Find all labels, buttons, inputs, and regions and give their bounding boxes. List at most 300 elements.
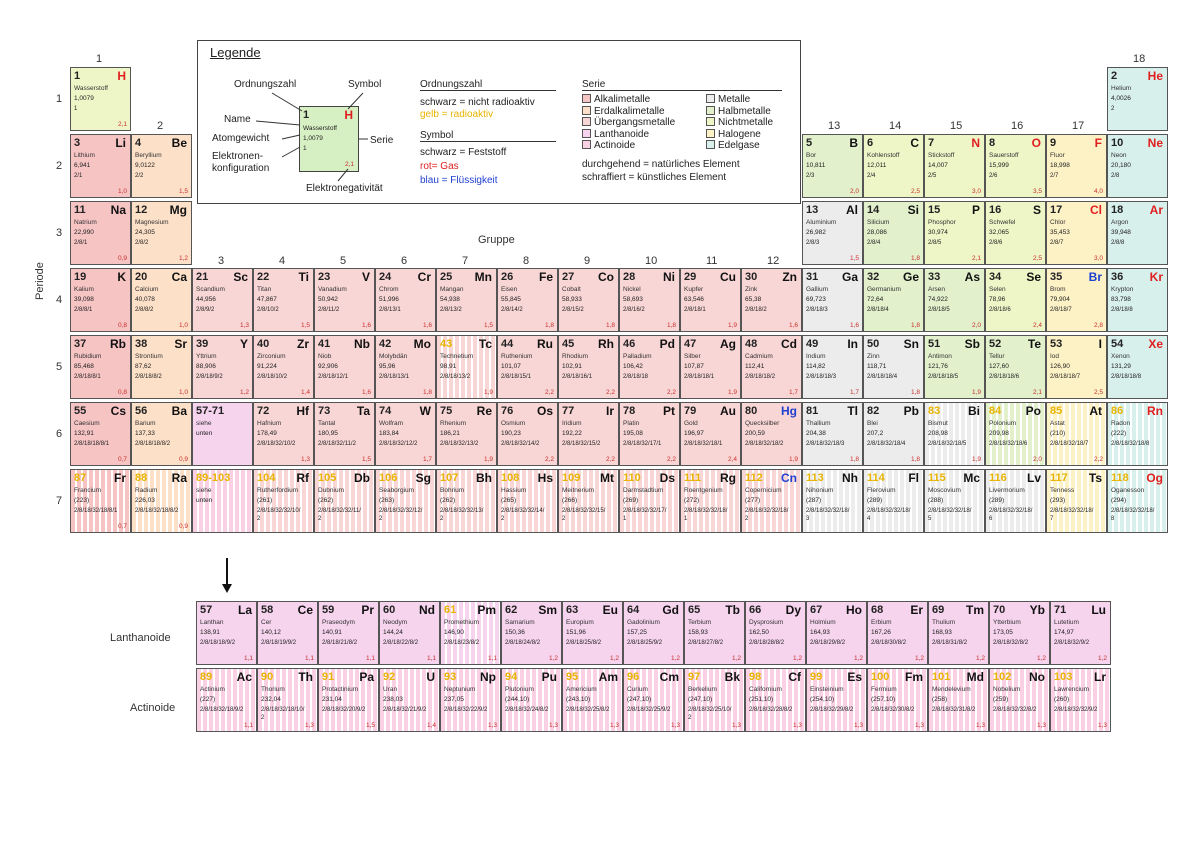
element-th (257, 668, 318, 732)
legend-oz-title: Ordnungszahl (420, 79, 556, 91)
atomic-mass: 192,22 (562, 430, 582, 437)
legend-swatch (706, 117, 715, 126)
atomic-number: 2 (1111, 70, 1118, 82)
electronegativity: 1,9 (788, 456, 798, 463)
legend-serie-list-2 (706, 94, 773, 152)
element-au (680, 402, 741, 466)
atomic-mass: 32,065 (989, 229, 1009, 236)
atomic-number: 36 (1111, 271, 1124, 283)
element-p (924, 201, 985, 265)
atomic-mass: (247,10) (627, 696, 652, 703)
group-label-10: 10 (645, 255, 658, 267)
element-symbol: Pr (361, 603, 374, 617)
element-pu (501, 668, 562, 732)
legend-swatch (706, 94, 715, 103)
atomic-mass: (244,10) (505, 696, 530, 703)
electron-config: 2/8/18/32/21/9/2 (383, 707, 427, 713)
electronegativity: 1,0 (117, 188, 127, 195)
atomic-number: 52 (989, 338, 1002, 350)
legend-serie-text: Erdalkalimetalle (594, 105, 665, 117)
atomic-number: 57-71 (196, 405, 225, 417)
element-symbol: Es (847, 670, 862, 684)
legend-swatch (582, 129, 591, 138)
element-symbol: Ir (605, 404, 614, 418)
atomic-mass: 168,93 (932, 629, 952, 636)
period-label-3: 3 (56, 227, 63, 239)
atomic-number: 4 (135, 137, 142, 149)
element-s (985, 201, 1046, 265)
element-symbol: Zr (297, 337, 309, 351)
electron-config: 2/8/18/23/8/2 (444, 640, 480, 646)
element-name: Uran (383, 686, 398, 693)
legend-sample-config: 1 (303, 145, 307, 152)
element-symbol: Fe (538, 270, 553, 284)
electron-config: 2/8/18/13/1 (379, 374, 410, 380)
atomic-number: 26 (501, 271, 514, 283)
legend-serie-text: Metalle (718, 94, 751, 105)
element-name: Mendelevium (932, 686, 971, 693)
atomic-number: 31 (806, 271, 819, 283)
element-fe (497, 268, 558, 332)
element-mc (924, 469, 985, 533)
element-symbol: Ds (659, 471, 675, 485)
period-label-5: 5 (56, 361, 63, 373)
electron-config: 2/8/18/32/10/2 (257, 441, 296, 447)
electron-config: 2/8/18/32/18/9/2 (200, 707, 244, 713)
element-name: Nobelium (993, 686, 1021, 693)
electronegativity: 1,3 (1036, 722, 1046, 729)
electron-config: 2/8/18/32/9/2 (1054, 640, 1090, 646)
atomic-number: 29 (684, 271, 697, 283)
legend-serie-text: Edelgase (718, 140, 760, 151)
atomic-number: 111 (684, 472, 702, 484)
legend-serie-item (582, 117, 675, 129)
element-name: Rubidium (74, 353, 102, 360)
atomic-mass: 132,91 (74, 430, 94, 437)
atomic-number: 65 (688, 604, 701, 616)
element-name: Cadmium (745, 353, 773, 360)
element-np (440, 668, 501, 732)
element-er (867, 601, 928, 665)
atomic-number: 21 (196, 271, 209, 283)
atomic-mass: (257,10) (871, 696, 896, 703)
electronegativity: 2,2 (605, 389, 615, 396)
electronegativity: 1,6 (361, 322, 371, 329)
electronegativity: 2,2 (666, 389, 676, 396)
legend-sample-en: 2,1 (344, 161, 354, 168)
down-arrow-icon (218, 556, 238, 596)
period-label-4: 4 (56, 294, 63, 306)
element-name: Indium (806, 353, 826, 360)
element-symbol: Ts (1088, 471, 1102, 485)
legend-serie-text: Lanthanoide (594, 128, 650, 140)
element-symbol: V (361, 270, 370, 284)
electron-config: 2/8/18/9/2 (196, 374, 223, 380)
element-symbol: Rh (598, 337, 614, 351)
electron-config: 2/8/18/10/2 (257, 374, 288, 380)
group-label-8: 8 (523, 255, 530, 267)
atomic-number: 3 (74, 137, 81, 149)
electron-config: 2/8/18/32/32/8/2 (993, 707, 1037, 713)
electron-config: 2/8/18/32/12/2 (379, 441, 418, 447)
atomic-mass: 121,76 (928, 363, 948, 370)
electron-config: 2/8/18/24/8/2 (505, 640, 541, 646)
electronegativity: 0,8 (117, 389, 127, 396)
electronegativity: 2,5 (1093, 389, 1103, 396)
element-cr (375, 268, 436, 332)
atomic-number: 77 (562, 405, 575, 417)
electronegativity: 1,2 (792, 655, 802, 662)
atomic-mass: 174,97 (1054, 629, 1074, 636)
electron-config: 2/8/18/32/18/8 (1111, 441, 1150, 447)
atomic-mass: 47,867 (257, 296, 277, 303)
atomic-mass: (254,10) (810, 696, 835, 703)
element-name: Eisen (501, 286, 518, 293)
electron-config: 2/8/18/25/9/2 (627, 640, 663, 646)
atomic-number: 62 (505, 604, 518, 616)
element-name: Kalium (74, 286, 94, 293)
atomic-mass: 237,05 (444, 696, 464, 703)
atomic-mass: 106,42 (623, 363, 643, 370)
atomic-number: 100 (871, 671, 890, 683)
legend-sym-solid: schwarz = Feststoff (420, 147, 507, 158)
element-symbol: Rb (110, 337, 126, 351)
element-n (924, 134, 985, 198)
electron-config: 2/8/18/18/8 (1111, 374, 1142, 380)
element-symbol: Er (910, 603, 923, 617)
element-name: siehe (196, 420, 212, 427)
element-symbol: Ta (356, 404, 370, 418)
element-symbol: Lv (1026, 471, 1041, 485)
element-name: Vanadium (318, 286, 347, 293)
element-symbol: Cn (781, 471, 797, 485)
electronegativity: 1,3 (487, 722, 497, 729)
atomic-number: 96 (627, 671, 640, 683)
electronegativity: 1,4 (426, 722, 436, 729)
atomic-number: 72 (257, 405, 270, 417)
atomic-number: 68 (871, 604, 884, 616)
atomic-number: 97 (688, 671, 701, 683)
atomic-number: 91 (322, 671, 335, 683)
element-symbol: Nh (842, 471, 858, 485)
element-nd (379, 601, 440, 665)
element-i (1046, 335, 1107, 399)
electron-config: 2/8/18/32/32/14/2 (501, 508, 545, 522)
atomic-mass: 39,098 (74, 296, 94, 303)
element-name: Xenon (1111, 353, 1130, 360)
element-name: Actinium (200, 686, 225, 693)
electronegativity: 1,8 (666, 322, 676, 329)
element-name: Bohrium (440, 487, 465, 494)
atomic-number: 90 (261, 671, 274, 683)
group-label-17: 17 (1072, 120, 1085, 132)
element-name: Chrom (379, 286, 399, 293)
electronegativity: 1,9 (483, 389, 493, 396)
element-symbol: Mo (413, 337, 431, 351)
atomic-number: 47 (684, 338, 697, 350)
legend-serie-text: Halbmetalle (718, 105, 771, 117)
period-label-7: 7 (56, 495, 63, 507)
electronegativity: 1,8 (544, 322, 554, 329)
element-symbol: Ag (720, 337, 736, 351)
atomic-number: 88 (135, 472, 148, 484)
electronegativity: 1,9 (483, 456, 493, 463)
atomic-number: 101 (932, 671, 951, 683)
electronegativity: 1,3 (975, 722, 985, 729)
electronegativity: 2,1 (971, 255, 981, 262)
atomic-mass: 186,21 (440, 430, 460, 437)
electronegativity: 1,8 (849, 456, 859, 463)
element-sc (192, 268, 253, 332)
element-zr (253, 335, 314, 399)
element-rn (1107, 402, 1168, 466)
group-label-11: 11 (706, 255, 718, 267)
atomic-mass: (223) (74, 497, 90, 504)
legend-connector-lines (198, 41, 418, 201)
electronegativity: 2,2 (544, 389, 554, 396)
electron-config: 2/8/18/5 (928, 307, 950, 313)
legend-serie-item (582, 94, 675, 106)
atomic-number: 107 (440, 472, 459, 484)
electron-config: 2/8/18/32/32/18/2 (745, 508, 789, 522)
element-ts (1046, 469, 1107, 533)
atomic-mass: 1,0079 (74, 95, 94, 102)
electron-config: 2/8/18/32/31/8/2 (932, 707, 976, 713)
atomic-number: 40 (257, 338, 270, 350)
electron-config: 2/8/18/28/8/2 (749, 640, 785, 646)
electronegativity: 2,2 (605, 456, 615, 463)
period-axis-label: Periode (34, 262, 46, 300)
electron-config: 2/8/5 (928, 240, 942, 246)
electron-config: 2/8/18/32/18/3 (806, 441, 845, 447)
element-symbol: Si (907, 203, 919, 217)
lanthanoide-label: Lanthanoide (110, 632, 171, 644)
electron-config: 2/8/10/2 (257, 307, 279, 313)
electronegativity: 2,2 (544, 456, 554, 463)
element-symbol: H (117, 69, 126, 83)
electron-config: 2/8/18/32/32/13/2 (440, 508, 484, 522)
element-symbol: C (910, 136, 919, 150)
legend-serie-text: Halogene (718, 128, 761, 140)
element-name: Bismut (928, 420, 948, 427)
atomic-mass: 238,03 (383, 696, 403, 703)
atomic-number: 37 (74, 338, 87, 350)
legend-serie-item (706, 94, 773, 106)
atomic-mass: 40,078 (135, 296, 155, 303)
electron-config: 2/8/18/3 (806, 307, 828, 313)
atomic-mass: 65,38 (745, 296, 762, 303)
group-label-4: 4 (279, 255, 286, 267)
element-symbol: Fm (905, 670, 923, 684)
electron-config: 2/8/18/32/17/1 (623, 441, 662, 447)
element-name: Neon (1111, 152, 1127, 159)
element-name: Meitnerium (562, 487, 595, 494)
element-symbol: F (1094, 136, 1102, 150)
element-symbol: Ge (902, 270, 919, 284)
element-name: Dysprosium (749, 619, 784, 626)
electron-config: 2/8/18/32/8/2 (993, 640, 1029, 646)
element-tl (802, 402, 863, 466)
electron-config: 2/8/18/32/32/10/2 (257, 508, 301, 522)
electron-config: 2/8/18/32/29/8/2 (810, 707, 854, 713)
period-label-1: 1 (56, 93, 63, 105)
element-am (562, 668, 623, 732)
atomic-number: 60 (383, 604, 396, 616)
legend-sym-gas: rot= Gas (420, 161, 459, 172)
element-cn (741, 469, 802, 533)
group-label-9: 9 (584, 255, 591, 267)
electron-config: 2/8/18/15/1 (501, 374, 532, 380)
element-name: Barium (135, 420, 156, 427)
element-name: Fluor (1050, 152, 1065, 159)
atomic-number: 71 (1054, 604, 1067, 616)
legend-serie-item (582, 140, 675, 152)
electronegativity: 2,0 (849, 188, 859, 195)
element-ta (314, 402, 375, 466)
atomic-mass: 54,938 (440, 296, 460, 303)
electron-config: 2/8/3 (806, 240, 820, 246)
element-symbol: Mn (474, 270, 492, 284)
element-symbol: Ar (1149, 203, 1163, 217)
electronegativity: 1,5 (361, 456, 371, 463)
electronegativity: 2,5 (1032, 255, 1042, 262)
atomic-number: 11 (74, 204, 86, 216)
electron-config: 2/3 (806, 173, 815, 179)
element-name: Iridium (562, 420, 582, 427)
electronegativity: 1,2 (1097, 655, 1107, 662)
element-db (314, 469, 375, 533)
electron-config: 2/8/18/32/32/17/1 (623, 508, 667, 522)
element-kr (1107, 268, 1168, 332)
element-name: Technetium (440, 353, 474, 360)
element-symbol: Dy (785, 603, 801, 617)
atomic-mass: unten (196, 497, 213, 504)
electronegativity: 1,4 (300, 389, 310, 396)
electron-config: 2/8/18/18/5 (928, 374, 959, 380)
group-label-5: 5 (340, 255, 347, 267)
element-symbol: Pu (541, 670, 557, 684)
element-symbol: Hg (781, 404, 797, 418)
element-ir (558, 402, 619, 466)
electronegativity: 1,9 (727, 389, 737, 396)
atomic-number: 51 (928, 338, 941, 350)
element-name: Silicium (867, 219, 890, 226)
element-name: Lanthan (200, 619, 224, 626)
atomic-mass: 92,906 (318, 363, 338, 370)
period-label-6: 6 (56, 428, 63, 440)
element-symbol: Nb (354, 337, 370, 351)
atomic-mass: 6,941 (74, 162, 91, 169)
electron-config: 2/8/18/32/18/7 (1050, 441, 1089, 447)
element-hg (741, 402, 802, 466)
electron-config: 2/8/18/12/1 (318, 374, 349, 380)
legend-swatch (582, 117, 591, 126)
element-bk (684, 668, 745, 732)
element-symbol: Hf (296, 404, 309, 418)
element-symbol: Bk (724, 670, 740, 684)
atomic-number: 23 (318, 271, 331, 283)
electronegativity: 1,2 (670, 655, 680, 662)
element-symbol: Th (298, 670, 313, 684)
atomic-number: 46 (623, 338, 636, 350)
atomic-number: 56 (135, 405, 148, 417)
element-name: Rhenium (440, 420, 467, 427)
atomic-mass: 4,0026 (1111, 95, 1131, 102)
atomic-number: 69 (932, 604, 945, 616)
element-name: Krypton (1111, 286, 1134, 293)
element-pt (619, 402, 680, 466)
electronegativity: 1,3 (731, 722, 741, 729)
atomic-mass: 30,974 (928, 229, 948, 236)
legend-serie-item (706, 106, 773, 118)
element-symbol: Sm (538, 603, 557, 617)
electronegativity: 1,2 (914, 655, 924, 662)
electron-config: 2/7 (1050, 173, 1059, 179)
atomic-mass: 195,08 (623, 430, 643, 437)
atomic-number: 108 (501, 472, 520, 484)
electron-config: 2/8/13/1 (379, 307, 401, 313)
electronegativity: 0,9 (178, 523, 188, 530)
atomic-mass: 126,90 (1050, 363, 1070, 370)
legend-serie-text: Nichtmetalle (718, 117, 774, 128)
element-name: Erbium (871, 619, 892, 626)
electron-config: 2/8/18/32/32/18/3 (806, 508, 850, 522)
element-cl (1046, 201, 1107, 265)
element-name: Polonium (989, 420, 1017, 427)
element-symbol: Ni (663, 270, 675, 284)
atomic-number: 28 (623, 271, 636, 283)
atomic-mass: 78,96 (989, 296, 1006, 303)
atomic-number: 59 (322, 604, 335, 616)
electronegativity: 3,5 (1032, 188, 1042, 195)
group-label-6: 6 (401, 255, 408, 267)
element-name: Beryllium (135, 152, 162, 159)
electron-config: 2/8/16/2 (623, 307, 645, 313)
electronegativity: 0,8 (117, 322, 127, 329)
element-name: Caesium (74, 420, 100, 427)
atomic-mass: 138,91 (200, 629, 220, 636)
element-name: Kohlenstoff (867, 152, 900, 159)
element-name: Germanium (867, 286, 901, 293)
element-name: Seaborgium (379, 487, 415, 494)
legend-serie-text: Alkalimetalle (594, 94, 651, 105)
electron-config: 2/8/18/6 (989, 307, 1011, 313)
atomic-mass: (287) (806, 497, 822, 504)
group-label-15: 15 (950, 120, 963, 132)
element-name: Promethium (444, 619, 480, 626)
element-symbol: Ne (1147, 136, 1163, 150)
element-symbol: Cr (417, 270, 431, 284)
element-symbol: Rf (296, 471, 309, 485)
atomic-mass: (259) (993, 696, 1009, 703)
atomic-mass: (277) (745, 497, 761, 504)
element-rf (253, 469, 314, 533)
atomic-mass: 112,41 (745, 363, 765, 370)
electronegativity: 3,0 (1093, 255, 1103, 262)
element-tb (684, 601, 745, 665)
element-name: Bor (806, 152, 817, 159)
legend-swatch (582, 140, 591, 149)
atomic-mass: 183,84 (379, 430, 399, 437)
electronegativity: 1,1 (304, 655, 314, 662)
element-symbol: Hs (537, 471, 553, 485)
electron-config: 2/8/18/18/9/2 (200, 640, 236, 646)
electron-config: 2/8/18/32/18/1 (684, 441, 723, 447)
element-name: Californium (749, 686, 782, 693)
element-name: Sauerstoff (989, 152, 1019, 159)
electron-config: 2/1 (74, 173, 83, 179)
electronegativity: 1,2 (975, 655, 985, 662)
